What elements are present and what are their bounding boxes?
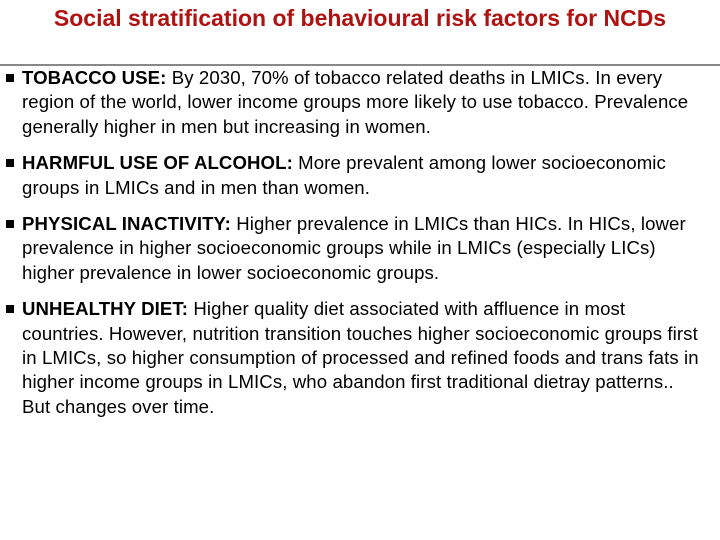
bullet-harmful-alcohol bbox=[6, 151, 706, 200]
bullet-heading: TOBACCO USE: bbox=[22, 67, 172, 88]
bullet-physical-inactivity bbox=[6, 212, 706, 285]
bullet-heading: UNHEALTHY DIET: bbox=[22, 298, 194, 320]
square-bullet-icon bbox=[6, 220, 14, 228]
square-bullet-icon bbox=[6, 74, 14, 82]
bullet-unhealthy-diet bbox=[6, 297, 706, 419]
slide-title: Social stratification of behavioural risk factors for NCDs bbox=[53, 5, 667, 31]
bullet-list bbox=[6, 66, 706, 419]
bullet-text: By 2030, 70% of tobacco related deaths in LMICs. In every region of the world, lower income groups more likely to use tobacco. Prevalence generally higher in men but increasing in women. bbox=[22, 67, 689, 137]
square-bullet-icon bbox=[6, 159, 14, 167]
bullet-text: Higher prevalence in LMICs than HICs. In HICs, lower prevalence in higher socioeconomic groups while in LMICs (especially LICs) higher prevalence in lower socioeconomic groups. bbox=[22, 213, 686, 283]
square-bullet-icon bbox=[6, 305, 14, 313]
bullet-heading: PHYSICAL INACTIVITY: bbox=[22, 213, 237, 235]
bullet-text: Higher quality diet associated with affluence in most countries. However, nutrition transition touches higher socioeconomic groups first in LMICs, so higher consumption of processed and refined foods and trans fats in higher income groups in LMICs, who abandon first traditional dietray patterns.. But changes over time. bbox=[22, 298, 699, 417]
bullet-tobacco-use bbox=[6, 66, 706, 139]
bullet-heading: HARMFUL USE OF ALCOHOL: bbox=[22, 152, 299, 174]
bullet-text: More prevalent among lower socioeconomic groups in LMICs and in men than women. bbox=[22, 152, 666, 198]
